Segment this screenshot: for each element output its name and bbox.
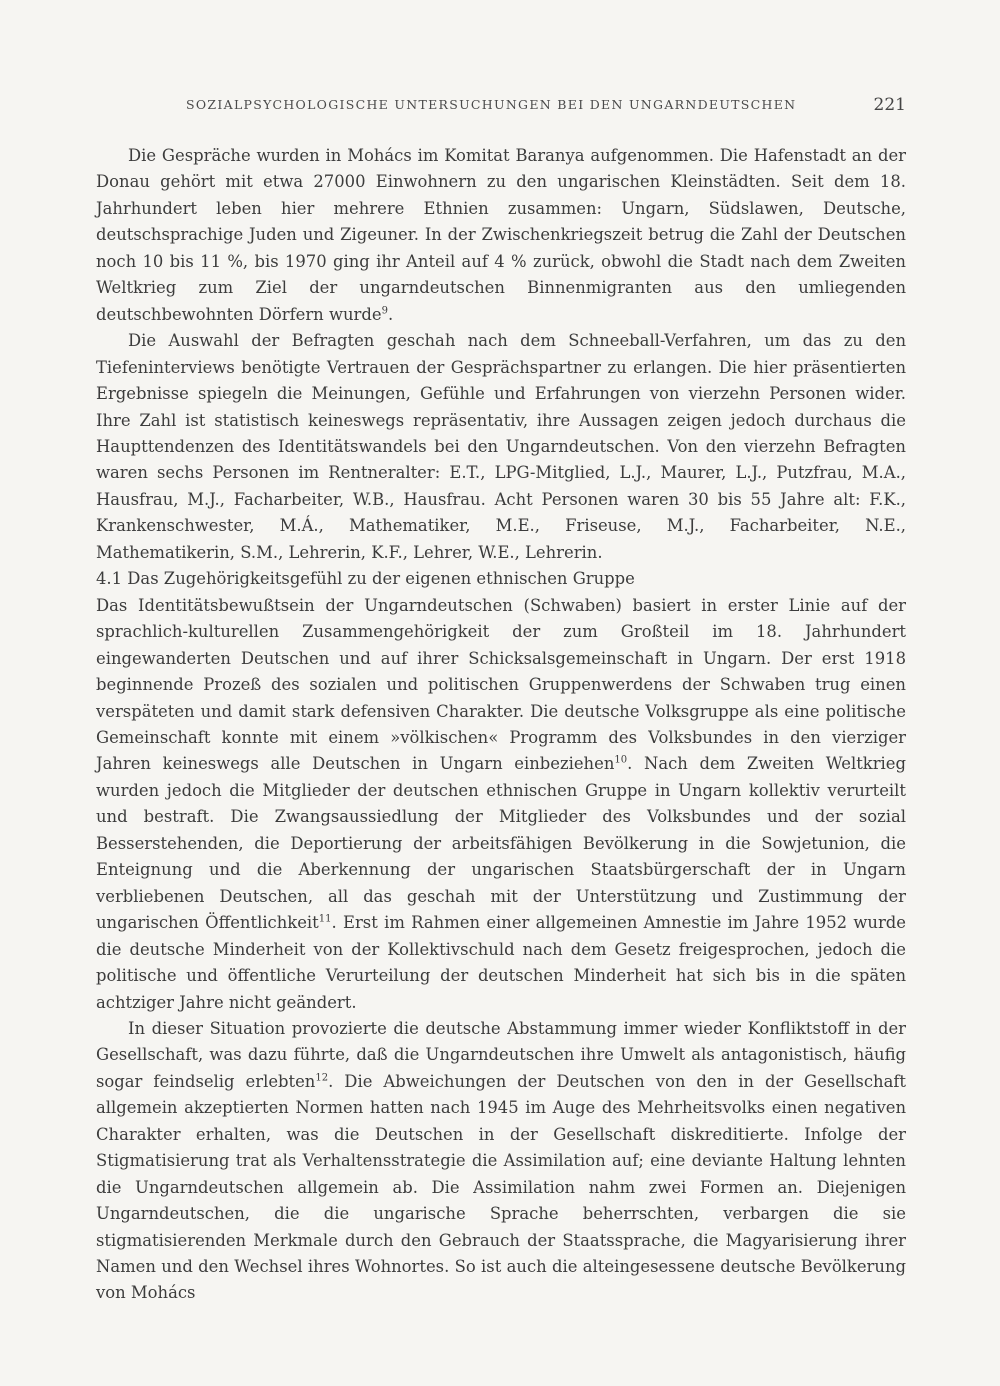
running-title: SOZIALPSYCHOLOGISCHE UNTERSUCHUNGEN BEI DEN UNGARNDEUTSCHEN xyxy=(186,97,797,112)
paragraph-text: . Die Abweichungen der Deutschen von den in der Gesellschaft allgemein akzeptierten Normen hatten nach 1945 im Auge des Mehrheitsvolks einen negativen Charakter erhalten, was die Deutschen in der Gesellschaft diskreditierte. Infolge der Stigmatisierung trat als Verhaltensstrategie die Assimilation auf; eine deviante Haltung lehnten die Ungarndeutschen allgemein ab. Die Assimilation nahm zwei Formen an. Diejenigen Ungarndeutschen, die die ungarische Sprache beherrschten, verbargen die sie stigmatisierenden Merkmale durch den Gebrauch der Staatssprache, die Magyarisierung ihrer Namen und den Wechsel ihres Wohnortes. So ist auch die alteingesessene deutsche Bevölkerung von Mohács xyxy=(96,1071,906,1303)
body-text xyxy=(96,143,906,1307)
paragraph xyxy=(96,593,906,1016)
footnote-ref[interactable]: 12 xyxy=(315,1072,329,1084)
paragraph-text: Das Identitätsbewußtsein der Ungarndeutschen (Schwaben) basiert in erster Linie auf der sprachlich-kulturellen Zusammengehörigkeit der zum Großteil im 18. Jahrhundert eingewanderten Deutschen und auf ihrer Schicksalsgemeinschaft in Ungarn. Der erst 1918 beginnende Prozeß des sozialen und politischen Gruppenwerdens der Schwaben trug einen verspäteten und damit stark defensiven Charakter. Die deutsche Volksgruppe als eine politische Gemeinschaft konnte mit einem »völkischen« Programm des Volksbundes in den vierziger Jahren keineswegs alle Deutschen in Ungarn einbeziehen xyxy=(96,595,906,774)
paragraph xyxy=(96,143,906,328)
paragraph: Die Auswahl der Befragten geschah nach dem Schneeball-Verfahren, um das zu den Tiefeninterviews benötigte Vertrauen der Gesprächspartner zu erlangen. Die hier präsentierten Ergebnisse spiegeln die Meinungen, Gefühle und Erfahrungen von vierzehn Personen wider. Ihre Zahl ist statistisch keineswegs repräsentativ, ihre Aussagen zeigen jedoch durchaus die Haupttendenzen des Identitätswandels bei den Ungarndeutschen. Von den vierzehn Befragten waren sechs Personen im Rentneralter: E.T., LPG-Mitglied, L.J., Maurer, L.J., Putzfrau, M.A., Hausfrau, M.J., Facharbeiter, W.B., Hausfrau. Acht Personen waren 30 bis 55 Jahre alt: F.K., Krankenschwester, M.Á., Mathematiker, M.E., Friseuse, M.J., Facharbeiter, N.E., Mathematikerin, S.M., Lehrerin, K.F., Lehrer, W.E., Lehrerin. xyxy=(96,331,906,562)
paragraph-text: . xyxy=(387,304,394,324)
paragraph xyxy=(96,1016,906,1307)
section-heading: 4.1 Das Zugehörigkeitsgefühl zu der eigenen ethnischen Gruppe xyxy=(96,569,635,589)
paragraph-text: Die Gespräche wurden in Mohács im Komitat Baranya aufgenommen. Die Hafenstadt an der Donau gehört mit etwa 27000 Einwohnern zu den ungarischen Kleinstädten. Seit dem 18. Jahrhundert leben hier mehrere Ethnien zusammen: Ungarn, Südslawen, Deutsche, deutschsprachige Juden und Zigeuner. In der Zwischenkriegszeit betrug die Zahl der Deutschen noch 10 bis 11 %, bis 1970 ging ihr Anteil auf 4 % zurück, obwohl die Stadt nach dem Zweiten Weltkrieg zum Ziel der ungarndeutschen Binnenmigranten aus den umliegenden deutschbewohnten Dörfern wurde xyxy=(96,146,906,324)
page-number: 221 xyxy=(873,95,906,115)
footnote-ref[interactable]: 9 xyxy=(381,305,388,317)
footnote-ref[interactable]: 10 xyxy=(614,754,628,766)
footnote-ref[interactable]: 11 xyxy=(318,913,332,925)
paragraph-text: In dieser Situation provozierte die deutsche Abstammung immer wieder Konfliktstoff in der Gesellschaft, was dazu führte, daß die Ungarndeutschen ihre Umwelt als antagonistisch, häufig sogar feindselig erlebten xyxy=(96,1018,906,1091)
paragraph-text: . Nach dem Zweiten Weltkrieg wurden jedoch die Mitglieder der deutschen ethnischen Gruppe in Ungarn kollektiv verurteilt und bestraft. Die Zwangsaussiedlung der Mitglieder des Volksbundes und der sozial Besserstehenden, die Deportierung der arbeitsfähigen Bevölkerung in die Sowjetunion, die Enteignung und die Aberkennung der ungarischen Staatsbürgerschaft der in Ungarn verbliebenen Deutschen, all das geschah mit der Unterstützung und Zustimmung der ungarischen Öffentlichkeit xyxy=(96,754,906,933)
paragraph-text: . Erst im Rahmen einer allgemeinen Amnestie im Jahre 1952 wurde die deutsche Minderheit von der Kollektivschuld nach dem Gesetz freigesprochen, jedoch die politische und öffentliche Verurteilung der deutschen Minderheit hat sich bis in die späten achtziger Jahre nicht geändert. xyxy=(96,913,906,1012)
